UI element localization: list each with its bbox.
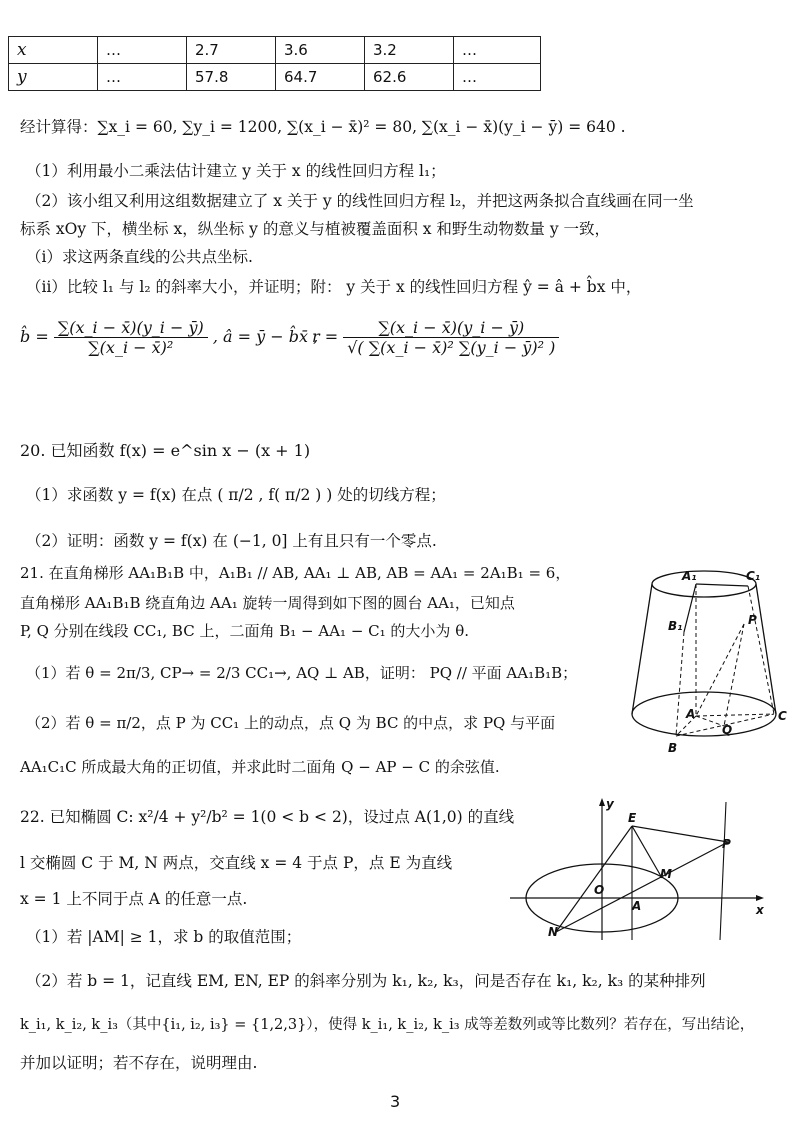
page-number: 3 (390, 1092, 401, 1111)
q21-part2-line1: （2）若 θ = π/2，点 P 为 CC₁ 上的动点，点 Q 为 BC 的中点，求 PQ 与平面 (26, 714, 556, 732)
fraction-denominator: ∑(x_i − x̄)² (88, 338, 174, 357)
label-A: A (632, 899, 642, 913)
table-cell: 3.2 (365, 37, 454, 64)
fraction-denominator: √( ∑(x_i − x̄)² ∑(y_i − ȳ)² ) (347, 338, 556, 357)
data-table (8, 36, 541, 91)
q22-line3: x = 1 上不同于点 A 的任意一点. (20, 890, 248, 908)
label-C1: C₁ (746, 569, 761, 583)
label-A1: A₁ (682, 569, 697, 583)
label-Q: Q (722, 723, 733, 737)
table-cell: 62.6 (365, 64, 454, 91)
q19-part2-line1: （2）该小组又利用这组数据建立了 x 关于 y 的线性回归方程 l₂，并把这两条拟合直线画在同一坐 (26, 192, 694, 210)
q21-line2: 直角梯形 AA₁B₁B 绕直角边 AA₁ 旋转一周得到如下图的圆台 AA₁，已知点 (20, 594, 515, 612)
q22-part2-line2: k_i₁, k_i₂, k_i₃（其中{i₁, i₂, i₃} = {1,2,3}），使得 k_i₁, k_i₂, k_i₃ 成等差数列或等比数列？若存在，写出结论， (20, 1017, 755, 1033)
label-C: C (778, 709, 787, 723)
table-cell: … (98, 37, 187, 64)
stats-line (20, 116, 626, 138)
q22-part2-line1: （2）若 b = 1，记直线 EM, EN, EP 的斜率分别为 k₁, k₂, k₃，问是否存在 k₁, k₂, k₃ 的某种排列 (26, 972, 706, 990)
q21-part2-line2: AA₁C₁C 所成最大角的正切值，并求此时二面角 Q − AP − C 的余弦值. (20, 758, 500, 776)
ellipse-figure (510, 796, 766, 942)
table-cell: 64.7 (276, 64, 365, 91)
label-O: O (594, 883, 605, 897)
table-cell: x (9, 37, 98, 64)
table-cell: y (9, 64, 98, 91)
label-axis-y: y (606, 797, 614, 811)
table-row-x (9, 37, 541, 64)
label-M: M (660, 867, 672, 881)
table-cell: 3.6 (276, 37, 365, 64)
q21-line3: P, Q 分别在线段 CC₁, BC 上，二面角 B₁ − AA₁ − C₁ 的大小为 θ. (20, 622, 469, 640)
q20-part1: （1）求函数 y = f(x) 在点 ( π/2 , f( π/2 ) ) 处的切线方程； (26, 486, 446, 504)
label-A: A (686, 707, 696, 721)
q22-line1: 22. 已知椭圆 C: x²/4 + y²/b² = 1(0 < b < 2)，设过点 A(1,0) 的直线 (20, 808, 515, 826)
label-P: P (748, 613, 757, 627)
label-E: E (628, 811, 637, 825)
formula-r: r = $\frac{\sum(x\_i - x̄)(y\_i - ȳ)}{\text{√( ∑(x\_i − x̄)² ∑(y\_i − ȳ)² )}}$ (312, 318, 559, 357)
label-P: P (722, 837, 731, 851)
q22-line2: l 交椭圆 C 于 M, N 两点，交直线 x = 4 于点 P，点 E 为直线 (20, 854, 453, 872)
label-B1: B₁ (668, 619, 683, 633)
frustum-figure (624, 566, 792, 758)
fraction-numerator: ∑(x_i − x̄)(y_i − ȳ) (343, 318, 559, 338)
stats-line-text: 经计算得：∑x_i = 60, ∑y_i = 1200, ∑(x_i − x̄)² = 80, ∑(x_i − x̄)(y_i − ȳ) = 640 . (20, 118, 626, 136)
table-cell: 57.8 (187, 64, 276, 91)
table-cell: … (454, 37, 541, 64)
q19-part2-line2: 标系 xOy 下，横坐标 x，纵坐标 y 的意义与植被覆盖面积 x 和野生动物数量 y 一致， (20, 220, 611, 238)
label-B: B (668, 741, 678, 755)
q21-line1: 21. 在直角梯形 AA₁B₁B 中，A₁B₁ // AB, AA₁ ⊥ AB, AB = AA₁ = 2A₁B₁ = 6， (20, 564, 571, 582)
formula-b-hat: b̂ = $\frac{\sum(x\_i - x̄)(y\_i - ȳ)}{\text{∑(x\_i − x̄)²}}$ , â = ȳ − b̂x̄ , (20, 318, 319, 357)
table-cell: 2.7 (187, 37, 276, 64)
q19-subpart-ii: （ⅱ）比较 l₁ 与 l₂ 的斜率大小，并证明；附： y 关于 x 的线性回归方程 ŷ = â + b̂x 中， (26, 278, 642, 296)
fraction-b (54, 318, 208, 357)
formula-a-hat: , â = ȳ − b̂x̄ , (212, 327, 319, 346)
table-cell: … (454, 64, 541, 91)
q19-subpart-i: （ⅰ）求这两条直线的公共点坐标. (26, 248, 253, 266)
q22-part1: （1）若 |AM| ≥ 1，求 b 的取值范围； (26, 928, 302, 946)
fraction-numerator: ∑(x_i − x̄)(y_i − ȳ) (54, 318, 208, 338)
q19-part1: （1）利用最小二乘法估计建立 y 关于 x 的线性回归方程 l₁； (26, 162, 446, 180)
q20-part2: （2）证明：函数 y = f(x) 在 (−1, 0] 上有且只有一个零点. (26, 532, 437, 550)
table-cell: … (98, 64, 187, 91)
q22-part2-line3: 并加以证明；若不存在，说明理由. (20, 1054, 258, 1072)
label-N: N (548, 925, 559, 939)
label-axis-x: x (756, 903, 764, 917)
q21-part1: （1）若 θ = 2π/3, CP→ = 2/3 CC₁→, AQ ⊥ AB，证明： PQ // 平面 AA₁B₁B； (26, 664, 578, 682)
q20-title: 20. 已知函数 f(x) = e^sin x − (x + 1) (20, 441, 311, 460)
table-row-y (9, 64, 541, 91)
fraction-r (343, 318, 559, 357)
